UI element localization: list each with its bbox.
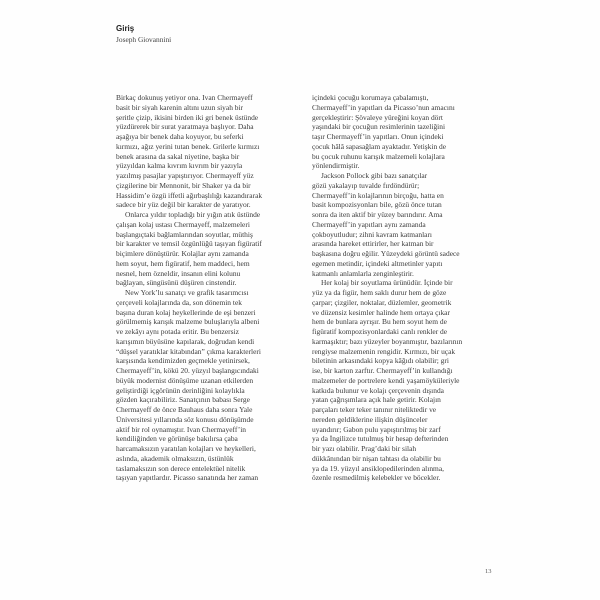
text-line: taşıyan yapıtlardır. Picasso sanatında her zaman [116, 473, 259, 483]
text-line: gözü yakalayıp tuvalde fırdöndürür; [312, 180, 420, 190]
text-line: yüz ya da figür, hem saklı durur hem de göze [312, 288, 447, 297]
text-line: ya da İngilizce tutulmuş bir hesap defterinden [312, 434, 449, 444]
text-line: bir yazı olabilir. Prag’daki bir silah [312, 444, 417, 453]
text-column-left [116, 93, 302, 483]
text-line: çerçeveli kolajlarında da, son dönemin tek [116, 297, 242, 307]
text-line: harcamaksızın yaratılan kolajları ve heykelleri, [116, 444, 256, 453]
text-line: karmaşıktır; bazı yüzeyler boyanmıştır, bazılarının [312, 336, 463, 346]
chapter-header [116, 24, 171, 45]
text-line: yatan çağrışımlara açık hale getirir. Kolajın [312, 395, 441, 405]
text-line: basit bir siyah karenin altını uzun siyah bir [116, 102, 244, 112]
text-line: biçimlere dönüştürür. Kolajlar aynı zamanda [116, 249, 249, 258]
text-line: şeritle çizip, ikisini birden iki gri benek üstünde [116, 112, 259, 122]
text-line: sonra da iten aktif bir yüzey barındırır. Ama [312, 210, 443, 219]
text-line: parçaları teker teker tanınır niteliktedir ve [312, 405, 437, 414]
text-line: başına duran kolaj heykellerinde de eşi benzeri [116, 307, 256, 317]
text-line: malzemeler de portrelere kendi yaşamöyküleriyle [312, 375, 460, 385]
text-line: bir karakter ve temsil özgünlüğü taşıyan figüratif [116, 239, 262, 249]
text-line: Her kolaj bir soyutlama ürünüdür. İçinde bir [321, 278, 453, 288]
text-line: Chermayeff’in kolajlarının birçoğu, hatta en [312, 190, 444, 200]
text-line: Üniversitesi yıllarında söz konusu dönüşümde [116, 414, 254, 424]
text-line: çokboyutludur; zihni kavram katmanları [312, 229, 432, 239]
text-line: nereden geldiklerine ilişkin düşünceler [312, 414, 428, 424]
text-column-right [312, 93, 498, 483]
text-line: görülmemiş karışık malzeme buluşlarıyla albeni [116, 317, 260, 327]
text-line: taslamaksızın son derece entelektüel nitelik [116, 463, 246, 473]
text-line: Onlarca yıldır topladığı bir yığın atık üstünde [125, 210, 261, 219]
text-line: başkasına doğru eğilir. Yüzeydeki görüntü sadece [312, 249, 460, 258]
text-line: başlangıçtaki bağlamlarından soyutlar, müthiş [116, 229, 253, 239]
text-line: aktif bir rol oynamıştır. Ivan Chermayeff’in [116, 424, 246, 434]
text-line: yüzdürerek bir surat yaratmaya başlıyor. Daha [116, 122, 254, 132]
text-line: basit kompozisyonları bile, gözü önce tutan [312, 200, 442, 210]
text-line: ve düzensiz kesimler halinde hem ortaya çıkar [312, 307, 450, 317]
text-line: New York’lu sanatçı ve grafik tasarımcısı [125, 288, 249, 297]
text-line: Birkaç dokunuş yetiyor ona. Ivan Chermayeff [116, 93, 253, 102]
text-line: katkıda bulunur ve kolajı çerçevenin dışında [312, 385, 444, 395]
text-line: aşağıya bir benek daha koyuyor, bu seferki [116, 132, 244, 141]
text-line: nesnel, hem özneldir, insanın elini kolunu [116, 268, 241, 278]
text-line: yüzyıldan kalma kıvrım kıvrım bir yazıyla [116, 161, 243, 171]
text-line: hem soyut, hem figüratif, hem maddeci, hem [116, 258, 250, 268]
text-line: çocuk hâlâ sapasağlam ayaktadır. Yetişkin de [312, 141, 447, 151]
text-line: yaşındaki bir çocuğun resimlerinin tazeliğini [312, 122, 446, 132]
text-line: karşısında kendimizden geçmekle yetinirsek, [116, 356, 250, 366]
text-line: dükkânından bir nişan tahtası da olabilir bu [312, 453, 441, 463]
text-line: hem de bunlara ayrışır. Bu hem soyut hem de [312, 317, 447, 327]
text-line: kırmızı, ağız yerini tutan benek. Grilerle kırmızı [116, 141, 260, 151]
text-line: içindeki çocuğu korumaya çabalamıştı, [312, 93, 429, 102]
text-line: biletinin arkasındaki kopya kâğıdı olabilir; gri [312, 356, 449, 366]
text-line: Chermayeff’in yapıtları aynı zamanda [312, 219, 426, 229]
text-line: Chermayeff’in, kökü 20. yüzyıl başlangıcındaki [116, 366, 259, 375]
text-line: arasında hareket ettirirler, her katman bir [312, 239, 434, 249]
text-line: geliştirdiği içgörünün derinliğini kolaylıkla [116, 385, 245, 395]
text-line: ise, bir karton zarftır. Chermayeff’in kullandığı [312, 366, 453, 375]
text-line: ve zekâyı aynı potada eritir. Bu benzersiz [116, 327, 239, 336]
text-line: katmanlı anlamlarla zenginleştirir. [312, 268, 414, 278]
text-line: ya da 19. yüzyıl ansiklopedilerinden alınma, [312, 463, 444, 473]
text-line: egemen metindir, içindeki altmetinler yapıtı [312, 258, 443, 268]
text-line: bu çocuk ruhunu karışık malzemeli kolajlara [312, 151, 445, 161]
text-line: bağlayan, süngüsünü düşüren cinstendir. [116, 278, 237, 288]
page-number: 13 [485, 568, 492, 575]
text-line: aslında, akademik olmaksızın, üstünlük [116, 453, 234, 463]
text-line: benek arasına da sakal niyetine, başka bir [116, 151, 240, 161]
text-line: yönlendirmiştir. [312, 161, 360, 171]
text-line: karışımın büyüsüne kapılarak, doğrudan kendi [116, 336, 255, 346]
text-line: çarpar; çizgiler, noktalar, düzlemler, geometrik [312, 297, 452, 307]
chapter-title: Giriş [116, 24, 135, 33]
text-line: özenle resmedilmiş kelebekler ve böcekler. [312, 473, 441, 483]
text-line: taşır Chermayeff’in yapıtları. Onun içindeki [312, 132, 444, 141]
text-line: Chermayeff de önce Bauhaus daha sonra Yale [116, 405, 253, 414]
text-line: rengiyse malzemenin rengidir. Kırmızı, bir uçak [312, 346, 456, 356]
text-line: Chermayeff’in yapıtları da Picasso’nun amacını [312, 102, 455, 112]
text-line: “düşsel yaratıklar kitabından” çıkma karakterleri [116, 346, 261, 356]
author-name: Joseph Giovannini [116, 35, 172, 44]
text-line: uyandırır; Gabon pulu yapıştırılmış bir zarf [312, 424, 441, 434]
text-line: gerçekleştirir: Şövaleye yüreğini koyan dört [312, 112, 443, 122]
text-line: sadece bir yüz değil bir karakter de yaratıyor. [116, 200, 251, 210]
text-line: kendiliğinden ve görünüşe bakılırsa çaba [116, 434, 238, 444]
text-line: Jackson Pollock gibi bazı sanatçılar [321, 171, 428, 180]
text-line: büyük modernist dönüşüme uzanan etkilerden [116, 375, 254, 385]
text-line: Hassidim’e özgü iffetli ağırbaşlılığı kazandırarak [116, 190, 263, 200]
text-line: yazılmış pasajlar yapıştırıyor. Chermayeff yüz [116, 171, 254, 180]
text-line: çizgilerine bir Mennonit, bir Shaker ya da bir [116, 180, 251, 190]
text-line: çalışan kolaj ustası Chermayeff, malzemeleri [116, 219, 250, 229]
text-line: figüratif kompozisyonlardaki canlı renkler de [312, 327, 448, 336]
text-line: gözden kaçırabiliriz. Sanatçının babası Serge [116, 395, 250, 405]
